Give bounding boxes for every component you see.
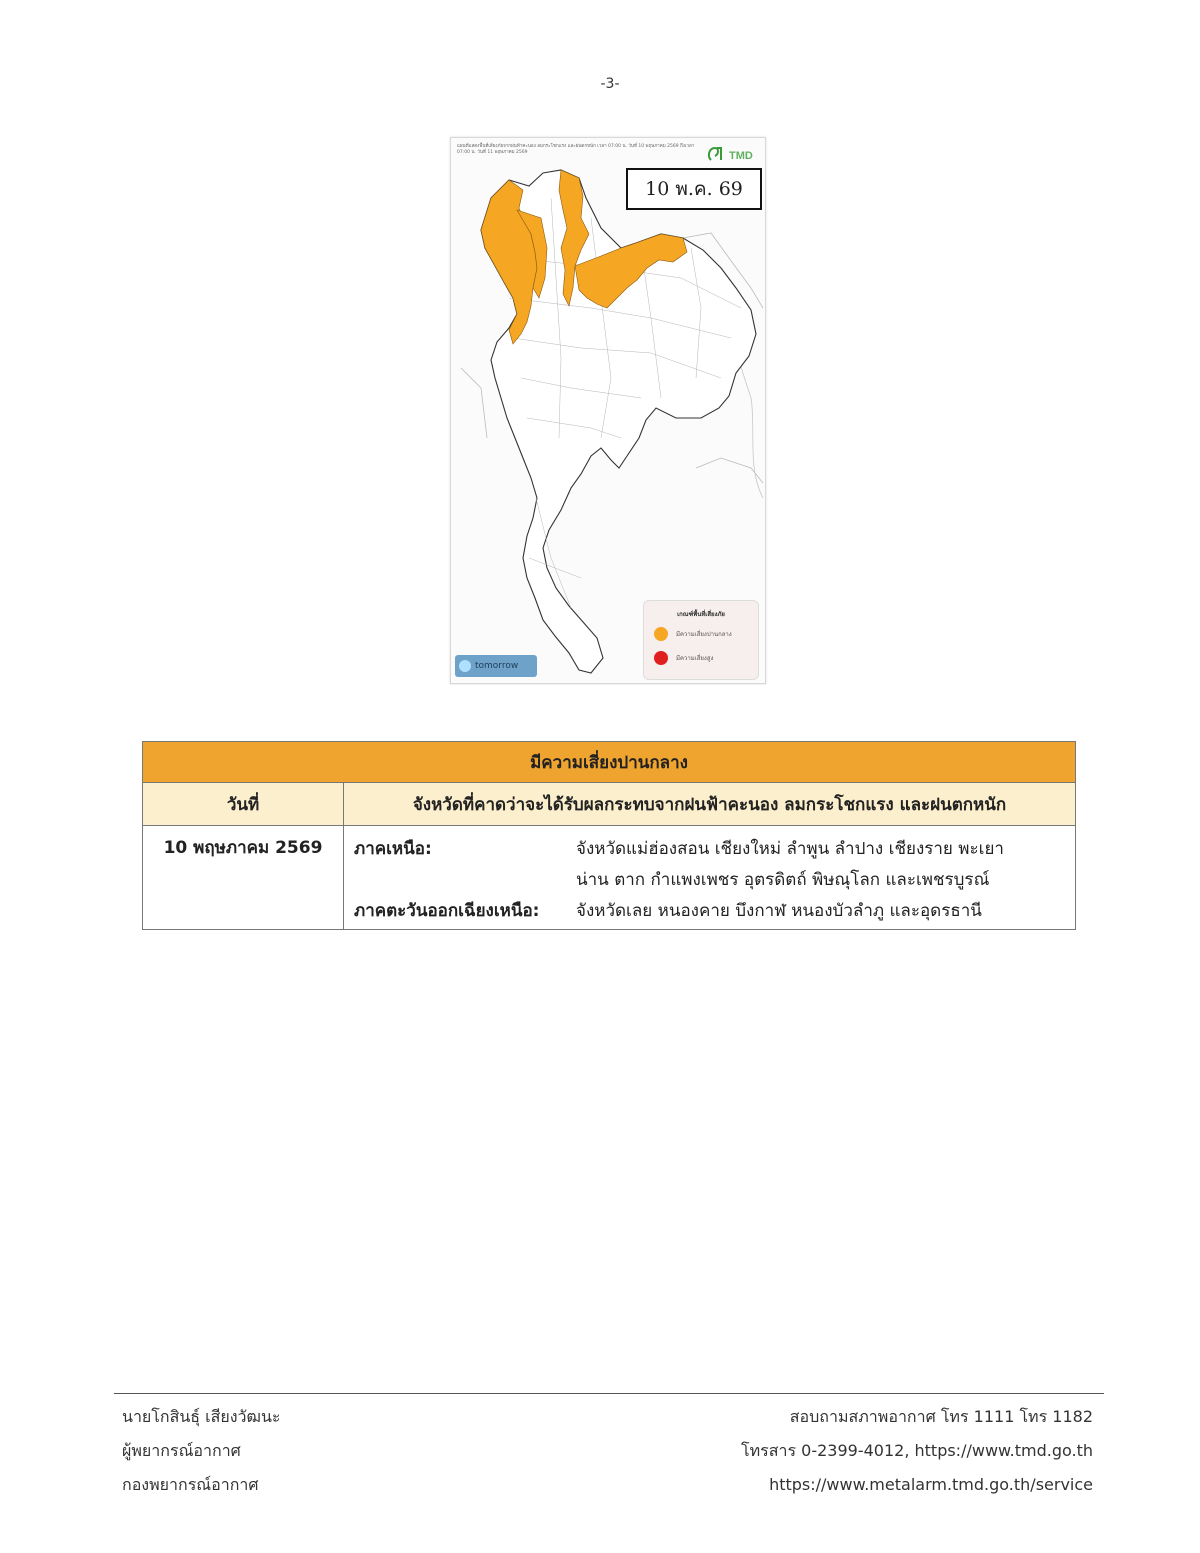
row-date: 10 พฤษภาคม 2569 xyxy=(143,826,344,930)
risk-table xyxy=(142,741,1076,930)
region-line-north xyxy=(354,834,1067,865)
svg-text:TMD: TMD xyxy=(729,150,753,162)
legend-title: เกณฑ์พื้นที่เสี่ยงภัย xyxy=(677,611,725,618)
region-provinces: จังหวัดแม่ฮ่องสอน เชียงใหม่ ลำพูน ลำปาง เชียงราย พะเยา xyxy=(576,839,1004,859)
table-row xyxy=(143,826,1076,930)
legend-label-moderate: มีความเสี่ยงปานกลาง xyxy=(676,631,732,638)
map-date-label: 10 พ.ค. 69 xyxy=(626,168,762,210)
contact-fax-website: โทรสาร 0-2399-4012, https://www.tmd.go.th xyxy=(741,1441,1093,1460)
risk-map xyxy=(450,137,766,684)
footer-divider xyxy=(114,1393,1104,1394)
contact-service-link[interactable]: https://www.metalarm.tmd.go.th/service xyxy=(769,1475,1093,1494)
orange-dot-icon xyxy=(654,627,668,641)
tomorrow-logo xyxy=(455,655,537,677)
map-legend xyxy=(643,600,759,680)
legend-item-high xyxy=(654,651,713,665)
footer-contact xyxy=(741,1400,1093,1502)
legend-item-moderate xyxy=(654,627,732,641)
region-line-north-cont xyxy=(354,865,1067,896)
region-name xyxy=(354,865,576,896)
region-provinces: น่าน ตาก กำแพงเพชร อุตรดิตถ์ พิษณุโลก และเพชรบูรณ์ xyxy=(576,870,990,890)
tomorrow-icon xyxy=(459,660,471,672)
page-number: -3- xyxy=(600,76,620,92)
region-line-northeast xyxy=(354,896,1067,927)
row-regions xyxy=(344,826,1076,930)
header-provinces: จังหวัดที่คาดว่าจะได้รับผลกระทบจากฝนฟ้าคะนอง ลมกระโชกแรง และฝนตกหนัก xyxy=(344,783,1076,826)
tmd-logo xyxy=(703,144,759,164)
red-dot-icon xyxy=(654,651,668,665)
contact-phone: สอบถามสภาพอากาศ โทร 1111 โทร 1182 xyxy=(789,1407,1093,1426)
region-provinces: จังหวัดเลย หนองคาย บึงกาฬ หนองบัวลำภู และอุดรธานี xyxy=(576,901,982,921)
forecaster-division: กองพยากรณ์อากาศ xyxy=(122,1475,259,1494)
legend-label-high: มีความเสี่ยงสูง xyxy=(676,655,714,662)
risk-table-title: มีความเสี่ยงปานกลาง xyxy=(143,742,1076,783)
forecaster-name: นายโกสินธุ์ เสียงวัฒนะ xyxy=(122,1407,281,1426)
tomorrow-label: tomorrow xyxy=(475,661,519,671)
map-caption: แผนที่แสดงพื้นที่เสี่ยงภัยจากฝนฟ้าคะนอง ลมกระโชกแรง และฝนตกหนัก เวลา 07:00 น. วันที่ 10 พฤษภาคม 2569 ถึงเวลา 07:00 น. วันที่ 11 พฤษภาคม 2569 xyxy=(457,144,695,155)
header-date: วันที่ xyxy=(143,783,344,826)
region-name: ภาคตะวันออกเฉียงเหนือ: xyxy=(354,901,540,921)
footer-signature xyxy=(122,1400,281,1502)
region-name: ภาคเหนือ: xyxy=(354,839,432,859)
forecaster-title: ผู้พยากรณ์อากาศ xyxy=(122,1441,241,1460)
